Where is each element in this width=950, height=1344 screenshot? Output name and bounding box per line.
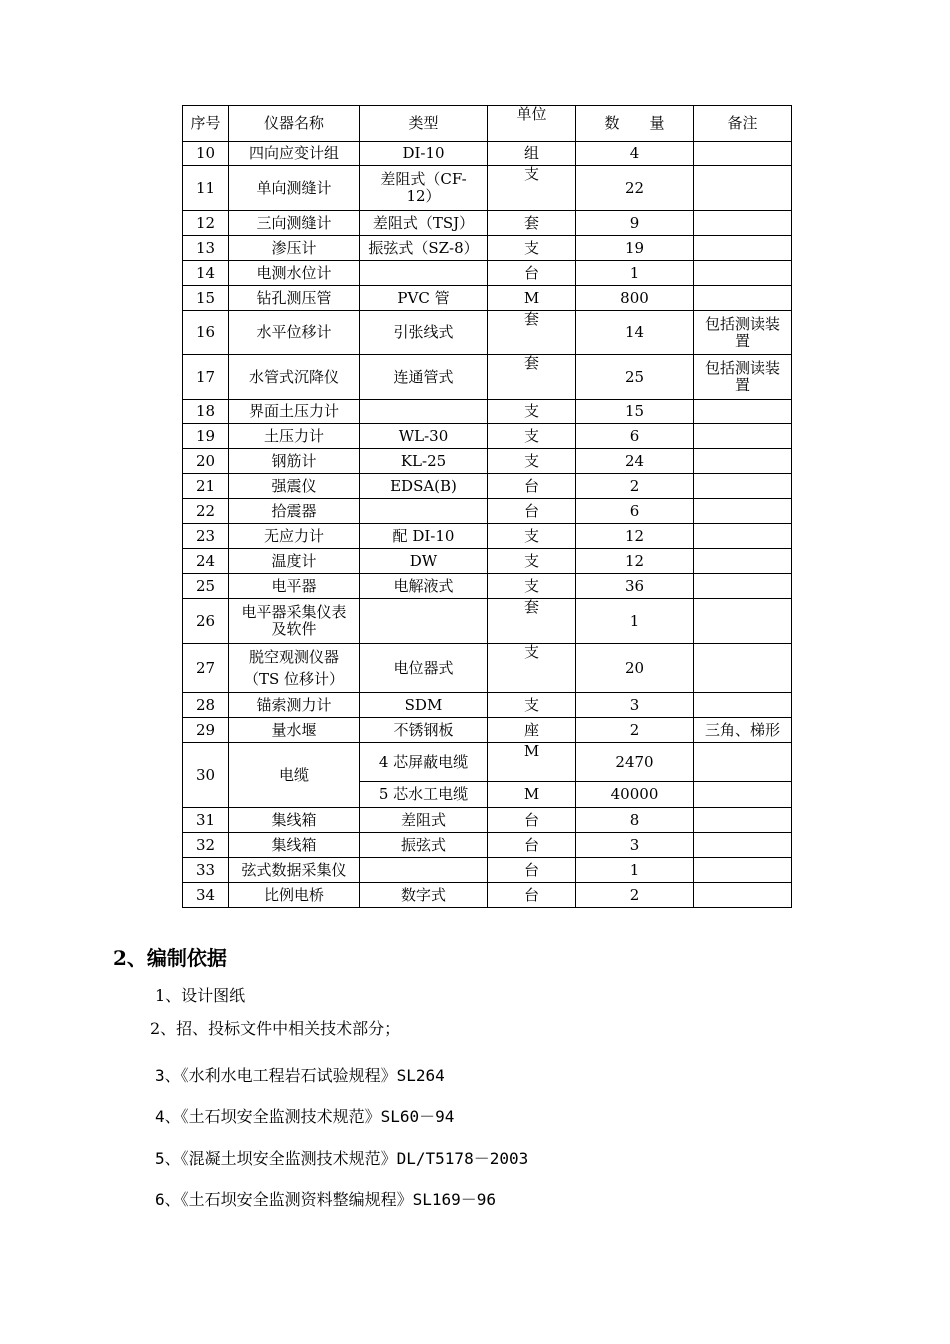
cell-qty: 12 — [576, 549, 694, 574]
table-row — [183, 599, 792, 644]
cell-no: 22 — [183, 499, 229, 524]
cell-no: 10 — [183, 142, 229, 166]
cell-type: KL-25 — [360, 449, 488, 474]
cell-name: 电平器 — [229, 574, 360, 599]
cell-no: 29 — [183, 718, 229, 743]
cell-name: 界面土压力计 — [229, 400, 360, 424]
cell-note — [694, 833, 792, 858]
cell-type: 配 DI-10 — [360, 524, 488, 549]
cell-note — [694, 549, 792, 574]
cell-unit: 支 — [488, 400, 576, 424]
cell-qty: 4 — [576, 142, 694, 166]
cell-type: WL-30 — [360, 424, 488, 449]
table-row — [183, 142, 792, 166]
cell-unit: 支 — [488, 524, 576, 549]
cell-no: 18 — [183, 400, 229, 424]
cell-qty: 6 — [576, 499, 694, 524]
cell-name: 比例电桥 — [229, 883, 360, 908]
table-row — [183, 883, 792, 908]
cell-type: 连通管式 — [360, 355, 488, 400]
cell-qty: 2 — [576, 718, 694, 743]
cell-type: 4 芯屏蔽电缆 — [360, 743, 488, 782]
cell-qty: 1 — [576, 858, 694, 883]
cell-type: 振弦式 — [360, 833, 488, 858]
cell-unit: 套 — [488, 211, 576, 236]
cell-note — [694, 574, 792, 599]
table-row — [183, 449, 792, 474]
table-row — [183, 166, 792, 211]
header-no: 序号 — [183, 106, 229, 142]
table-row — [183, 311, 792, 355]
table-row — [183, 400, 792, 424]
cell-qty: 9 — [576, 211, 694, 236]
cell-unit: 组 — [488, 142, 576, 166]
table-row — [183, 574, 792, 599]
cell-unit: 台 — [488, 474, 576, 499]
cell-no: 19 — [183, 424, 229, 449]
cell-qty: 40000 — [576, 782, 694, 808]
cell-note — [694, 883, 792, 908]
cell-note — [694, 499, 792, 524]
cell-unit: 座 — [488, 718, 576, 743]
cell-name: 水管式沉降仪 — [229, 355, 360, 400]
cell-name: 单向测缝计 — [229, 166, 360, 211]
cell-unit: 支 — [488, 574, 576, 599]
cell-unit: 台 — [488, 833, 576, 858]
cell-unit: M — [488, 286, 576, 311]
cell-note — [694, 236, 792, 261]
cell-no: 17 — [183, 355, 229, 400]
cell-note — [694, 286, 792, 311]
header-name: 仪器名称 — [229, 106, 360, 142]
cell-qty: 1 — [576, 599, 694, 644]
table-row — [183, 549, 792, 574]
table-row — [183, 743, 792, 782]
cell-note: 包括测读装置 — [694, 355, 792, 400]
table-row — [183, 286, 792, 311]
cell-type: 5 芯水工电缆 — [360, 782, 488, 808]
table-row — [183, 833, 792, 858]
section-heading: 2、编制依据 — [113, 946, 227, 970]
table-row — [183, 211, 792, 236]
cell-note — [694, 858, 792, 883]
cell-note: 包括测读装置 — [694, 311, 792, 355]
cell-no: 20 — [183, 449, 229, 474]
table-row — [183, 858, 792, 883]
table-row — [183, 693, 792, 718]
cell-unit: 台 — [488, 858, 576, 883]
cell-note — [694, 474, 792, 499]
cell-type: 电解液式 — [360, 574, 488, 599]
cell-type: 差阻式（TSJ） — [360, 211, 488, 236]
table-row — [183, 718, 792, 743]
cell-qty: 1 — [576, 261, 694, 286]
table-row — [183, 524, 792, 549]
cell-no: 25 — [183, 574, 229, 599]
cell-note: 三角、梯形 — [694, 718, 792, 743]
cell-unit: 台 — [488, 261, 576, 286]
cell-note — [694, 743, 792, 782]
cell-qty: 3 — [576, 693, 694, 718]
cell-qty: 12 — [576, 524, 694, 549]
cell-name: 弦式数据采集仪 — [229, 858, 360, 883]
cell-no: 15 — [183, 286, 229, 311]
cell-name: 温度计 — [229, 549, 360, 574]
cell-unit: 套 — [488, 355, 576, 400]
cell-no: 26 — [183, 599, 229, 644]
cell-type: 引张线式 — [360, 311, 488, 355]
cell-note — [694, 211, 792, 236]
cell-no: 27 — [183, 644, 229, 693]
cell-no: 24 — [183, 549, 229, 574]
cell-type — [360, 858, 488, 883]
cell-qty: 36 — [576, 574, 694, 599]
table-row — [183, 424, 792, 449]
cell-note — [694, 424, 792, 449]
cell-type: 差阻式（CF-12） — [360, 166, 488, 211]
cell-type: 数字式 — [360, 883, 488, 908]
cell-qty: 3 — [576, 833, 694, 858]
cell-unit: 支 — [488, 644, 576, 693]
cell-qty: 2470 — [576, 743, 694, 782]
list-item: 2、招、投标文件中相关技术部分； — [150, 1019, 401, 1038]
table-row — [183, 499, 792, 524]
cell-name: 三向测缝计 — [229, 211, 360, 236]
cell-no: 16 — [183, 311, 229, 355]
cell-no: 12 — [183, 211, 229, 236]
list-item: 5、《混凝土坝安全监测技术规范》DL/T5178－2003 — [155, 1149, 529, 1168]
list-item: 3、《水利水电工程岩石试验规程》SL264 — [155, 1066, 445, 1085]
cell-unit: 台 — [488, 808, 576, 833]
cell-note — [694, 142, 792, 166]
cell-qty: 22 — [576, 166, 694, 211]
cell-qty: 20 — [576, 644, 694, 693]
cell-unit: 套 — [488, 599, 576, 644]
cell-note — [694, 166, 792, 211]
cell-type — [360, 599, 488, 644]
cell-note — [694, 644, 792, 693]
cell-no: 28 — [183, 693, 229, 718]
cell-note — [694, 524, 792, 549]
header-note: 备注 — [694, 106, 792, 142]
cell-no: 30 — [183, 743, 229, 808]
cell-unit: 支 — [488, 236, 576, 261]
list-item: 6、《土石坝安全监测资料整编规程》SL169－96 — [155, 1190, 497, 1209]
cell-no: 21 — [183, 474, 229, 499]
cell-type: DW — [360, 549, 488, 574]
header-type: 类型 — [360, 106, 488, 142]
cell-qty: 14 — [576, 311, 694, 355]
cell-name: 脱空观测仪器（TS 位移计） — [229, 644, 360, 693]
cell-type: 差阻式 — [360, 808, 488, 833]
list-item: 1、设计图纸 — [155, 986, 246, 1005]
cell-type — [360, 261, 488, 286]
cell-name: 量水堰 — [229, 718, 360, 743]
cell-qty: 15 — [576, 400, 694, 424]
cell-type: 电位器式 — [360, 644, 488, 693]
cell-unit: M — [488, 782, 576, 808]
cell-type: 不锈钢板 — [360, 718, 488, 743]
instrument-table — [182, 105, 792, 908]
cell-unit: 套 — [488, 311, 576, 355]
cell-qty: 25 — [576, 355, 694, 400]
cell-qty: 8 — [576, 808, 694, 833]
cell-qty: 800 — [576, 286, 694, 311]
cell-unit: 支 — [488, 693, 576, 718]
cell-qty: 19 — [576, 236, 694, 261]
table-row — [183, 644, 792, 693]
cell-name: 电平器采集仪表及软件 — [229, 599, 360, 644]
cell-type: 振弦式（SZ-8） — [360, 236, 488, 261]
cell-note — [694, 808, 792, 833]
cell-name: 集线箱 — [229, 833, 360, 858]
cell-no: 14 — [183, 261, 229, 286]
cell-unit: 台 — [488, 883, 576, 908]
cell-unit: 支 — [488, 449, 576, 474]
cell-type: EDSA(B) — [360, 474, 488, 499]
cell-name: 土压力计 — [229, 424, 360, 449]
cell-name: 水平位移计 — [229, 311, 360, 355]
table-row — [183, 236, 792, 261]
cell-note — [694, 599, 792, 644]
cell-name: 电测水位计 — [229, 261, 360, 286]
table-header-row — [183, 106, 792, 142]
cell-type: PVC 管 — [360, 286, 488, 311]
cell-unit: 台 — [488, 499, 576, 524]
cell-no: 34 — [183, 883, 229, 908]
header-unit: 单位 — [488, 106, 576, 142]
cell-name: 钢筋计 — [229, 449, 360, 474]
list-item: 4、《土石坝安全监测技术规范》SL60－94 — [155, 1107, 455, 1126]
cell-qty: 24 — [576, 449, 694, 474]
cell-note — [694, 400, 792, 424]
cell-no: 33 — [183, 858, 229, 883]
header-qty: 数 量 — [576, 106, 694, 142]
cell-name: 强震仪 — [229, 474, 360, 499]
cell-qty: 2 — [576, 474, 694, 499]
cell-name: 四向应变计组 — [229, 142, 360, 166]
cell-name: 无应力计 — [229, 524, 360, 549]
table-row — [183, 474, 792, 499]
cell-qty: 6 — [576, 424, 694, 449]
cell-qty: 2 — [576, 883, 694, 908]
cell-note — [694, 261, 792, 286]
cell-unit: M — [488, 743, 576, 782]
cell-type — [360, 400, 488, 424]
cell-type — [360, 499, 488, 524]
cell-no: 31 — [183, 808, 229, 833]
cell-unit: 支 — [488, 424, 576, 449]
cell-no: 32 — [183, 833, 229, 858]
cell-unit: 支 — [488, 549, 576, 574]
cell-note — [694, 782, 792, 808]
cell-name: 渗压计 — [229, 236, 360, 261]
cell-name: 钻孔测压管 — [229, 286, 360, 311]
cell-name: 电缆 — [229, 743, 360, 808]
cell-type: SDM — [360, 693, 488, 718]
cell-unit: 支 — [488, 166, 576, 211]
table-row — [183, 261, 792, 286]
table-row — [183, 355, 792, 400]
cell-note — [694, 693, 792, 718]
cell-name: 锚索测力计 — [229, 693, 360, 718]
cell-type: DI-10 — [360, 142, 488, 166]
cell-no: 11 — [183, 166, 229, 211]
cell-no: 23 — [183, 524, 229, 549]
cell-no: 13 — [183, 236, 229, 261]
cell-name: 拾震器 — [229, 499, 360, 524]
cell-note — [694, 449, 792, 474]
table-row — [183, 808, 792, 833]
cell-name: 集线箱 — [229, 808, 360, 833]
